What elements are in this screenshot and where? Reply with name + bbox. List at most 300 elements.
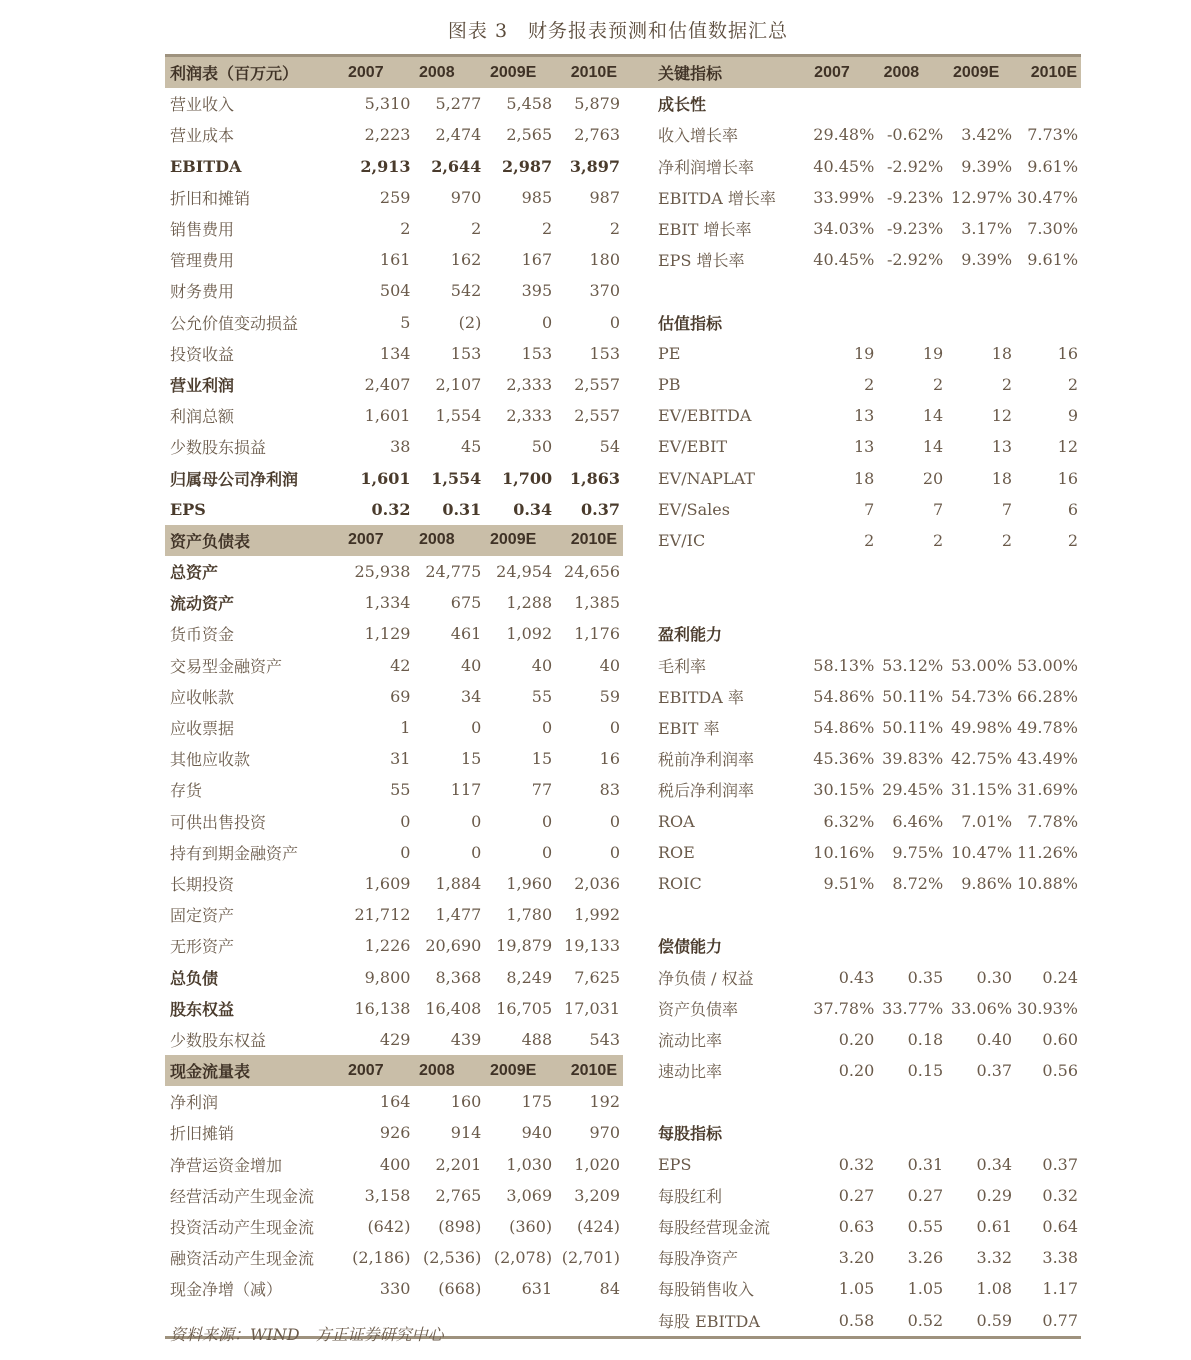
value-cell: 461 (450, 624, 482, 644)
value-cell: 1.17 (1042, 1279, 1079, 1299)
value-cell: 13 (853, 406, 875, 426)
row-label: EV/NAPLAT (658, 468, 755, 488)
table-row (623, 494, 1081, 525)
value-cell: 3.20 (838, 1248, 875, 1268)
table-row (165, 868, 623, 899)
value-cell: 40.45% (813, 250, 875, 270)
value-cell: 0 (471, 842, 482, 862)
column-header: 2007 (348, 63, 384, 81)
value-cell: 21,712 (354, 905, 411, 925)
value-cell: 3,209 (574, 1185, 620, 1205)
value-cell: 3,897 (569, 156, 620, 176)
value-cell: 9.39% (961, 250, 1013, 270)
value-cell: (668) (438, 1279, 482, 1299)
value-cell: 0.32 (371, 499, 411, 519)
row-label: 少数股东损益 (170, 438, 267, 458)
row-label: 速动比率 (658, 1062, 723, 1082)
row-label: EBITDA 增长率 (658, 188, 776, 208)
value-cell: 2 (864, 530, 875, 550)
table-row (165, 743, 623, 774)
value-cell: 2,557 (574, 374, 620, 394)
value-cell: 1,884 (435, 873, 482, 893)
value-cell: 34.03% (813, 219, 875, 239)
table-row (623, 1273, 1081, 1304)
table-row (623, 1055, 1081, 1086)
row-label: 交易型金融资产 (170, 656, 283, 676)
value-cell: 2,201 (435, 1154, 482, 1174)
value-cell: 400 (379, 1154, 411, 1174)
value-cell: 1,609 (364, 873, 411, 893)
table-row (165, 806, 623, 837)
table-row (623, 556, 1081, 587)
value-cell: 9.61% (1027, 250, 1079, 270)
value-cell: 2,107 (435, 374, 482, 394)
table-row (165, 244, 623, 275)
value-cell: 43.49% (1017, 749, 1079, 769)
value-cell: (2,186) (352, 1248, 411, 1268)
value-cell: 914 (450, 1123, 482, 1143)
column-header: 2009E (952, 63, 1000, 81)
value-cell: 3.26 (907, 1248, 944, 1268)
value-cell: 7 (1001, 499, 1013, 519)
row-label: 销售费用 (170, 220, 235, 240)
row-label: 其他应收款 (170, 750, 251, 770)
value-cell: 1,992 (574, 905, 620, 925)
value-cell: 14 (922, 437, 944, 457)
value-cell: 0.59 (976, 1310, 1013, 1330)
row-label: 流动比率 (658, 1030, 723, 1050)
value-cell: 0.58 (838, 1310, 875, 1330)
value-cell: 0.63 (838, 1217, 875, 1237)
table-row (623, 1086, 1081, 1117)
value-cell: 180 (589, 250, 620, 270)
table-row (623, 1024, 1081, 1055)
value-cell: 543 (589, 1029, 620, 1049)
value-cell: 14 (922, 406, 944, 426)
value-cell: 0.20 (838, 1029, 875, 1049)
table-row (165, 1117, 623, 1148)
value-cell: 29.45% (882, 780, 944, 800)
value-cell: 0 (400, 842, 411, 862)
value-cell: 0.61 (976, 1217, 1013, 1237)
value-cell: 0.34 (976, 1154, 1013, 1174)
value-cell: 0.15 (907, 1061, 944, 1081)
value-cell: 0 (609, 312, 620, 332)
value-cell: 40 (531, 655, 553, 675)
value-cell: 1,601 (360, 468, 411, 488)
value-cell: 2 (933, 530, 944, 550)
value-cell: 2,036 (574, 873, 620, 893)
table-row (623, 1305, 1081, 1336)
value-cell: 69 (390, 686, 411, 706)
value-cell: 40.45% (813, 156, 875, 176)
row-label: 折旧和摊销 (170, 188, 251, 208)
row-label: EV/EBIT (658, 437, 728, 457)
row-label: PE (658, 343, 681, 363)
value-cell: 970 (589, 1123, 620, 1143)
value-cell: 9,800 (364, 967, 411, 987)
table-row (623, 618, 1081, 649)
value-cell: 0 (609, 842, 620, 862)
value-cell: 49.78% (1017, 718, 1079, 738)
value-cell: 19 (853, 343, 875, 363)
table-row (623, 182, 1081, 213)
value-cell: 987 (589, 187, 620, 207)
table-row (165, 88, 623, 119)
row-label: 长期投资 (170, 874, 235, 894)
value-cell: 926 (379, 1123, 411, 1143)
row-label: 净利润 (170, 1093, 219, 1113)
value-cell: 16,705 (496, 998, 553, 1018)
value-cell: 54.73% (951, 686, 1013, 706)
value-cell: 55 (531, 686, 553, 706)
row-label: 公允价值变动损益 (170, 313, 299, 333)
value-cell: 31 (390, 749, 411, 769)
table-row (165, 494, 623, 525)
value-cell: (2,536) (423, 1248, 482, 1268)
column-header: 2008 (883, 63, 920, 81)
table-row (623, 307, 1081, 338)
table-row (165, 837, 623, 868)
value-cell: 10.16% (813, 842, 875, 862)
value-cell: -0.62% (886, 125, 944, 145)
column-header: 2009E (490, 1061, 537, 1079)
value-cell: 1,030 (506, 1154, 553, 1174)
row-label: 每股 EBITDA (658, 1311, 760, 1331)
value-cell: 7,625 (574, 967, 620, 987)
row-label: 融资活动产生现金流 (170, 1249, 315, 1269)
value-cell: 2,565 (506, 125, 553, 145)
value-cell: 1,780 (506, 905, 553, 925)
value-cell: 30.47% (1017, 187, 1079, 207)
value-cell: 2 (400, 219, 411, 239)
row-label: 折旧摊销 (170, 1124, 235, 1144)
value-cell: 3.32 (976, 1248, 1013, 1268)
table-row (623, 462, 1081, 493)
value-cell: 1 (400, 718, 411, 738)
value-cell: 29.48% (813, 125, 875, 145)
table-row (623, 743, 1081, 774)
row-label: 税后净利润率 (658, 781, 755, 801)
row-label: 收入增长率 (658, 126, 739, 146)
value-cell: 2,407 (364, 374, 411, 394)
row-label: 利润总额 (170, 407, 235, 427)
table-row (165, 556, 623, 587)
value-cell: 19,879 (496, 936, 553, 956)
column-header: 2010E (1030, 63, 1077, 81)
value-cell: 0.55 (907, 1217, 944, 1237)
value-cell: 30.15% (813, 780, 875, 800)
value-cell: 134 (379, 343, 411, 363)
value-cell: 18 (991, 468, 1013, 488)
value-cell: 0.56 (1042, 1061, 1079, 1081)
value-cell: (2) (458, 312, 482, 332)
value-cell: 33.77% (882, 998, 944, 1018)
value-cell: 6 (1067, 499, 1079, 519)
value-cell: 42.75% (951, 749, 1013, 769)
table-row (623, 525, 1081, 556)
value-cell: 19,133 (564, 936, 620, 956)
row-label: 归属母公司净利润 (170, 469, 299, 489)
column-header: 2010E (570, 531, 617, 549)
value-cell: 2,223 (364, 125, 411, 145)
value-cell: 12.97% (951, 187, 1013, 207)
value-cell: 0.24 (1042, 967, 1079, 987)
row-label: EPS (170, 499, 206, 519)
value-cell: 1,288 (506, 593, 553, 613)
value-cell: 9.61% (1027, 156, 1079, 176)
table-row (165, 650, 623, 681)
value-cell: 940 (521, 1123, 553, 1143)
value-cell: 0.40 (976, 1029, 1013, 1049)
value-cell: 77 (531, 780, 553, 800)
value-cell: 18 (991, 343, 1013, 363)
column-header: 2007 (814, 63, 850, 81)
value-cell: 1,863 (569, 468, 620, 488)
table-row (165, 400, 623, 431)
value-cell: 54.86% (813, 686, 875, 706)
value-cell: 0.37 (976, 1061, 1013, 1081)
table-row (623, 650, 1081, 681)
row-label: 营业成本 (170, 126, 235, 146)
value-cell: 5,879 (574, 94, 620, 114)
table-row (165, 899, 623, 930)
value-cell: 1,334 (364, 593, 411, 613)
source-note: 资料来源：WIND 方正证券研究中心 (170, 1325, 444, 1344)
row-label: 利润表（百万元） (170, 66, 299, 84)
value-cell: 37.78% (813, 998, 875, 1018)
value-cell: 7 (864, 499, 875, 519)
value-cell: 2,557 (574, 406, 620, 426)
value-cell: 1.08 (976, 1279, 1013, 1299)
value-cell: 0.31 (907, 1154, 944, 1174)
value-cell: 0.37 (581, 499, 620, 519)
row-label: 净负债 / 权益 (658, 968, 754, 988)
table-row (623, 369, 1081, 400)
table-row (623, 88, 1081, 119)
table-row (623, 868, 1081, 899)
row-label: 管理费用 (170, 251, 235, 271)
value-cell: 19 (922, 343, 944, 363)
value-cell: (2,701) (561, 1248, 620, 1268)
value-cell: 2,333 (506, 374, 553, 394)
value-cell: 0.77 (1042, 1310, 1079, 1330)
value-cell: 1.05 (838, 1279, 875, 1299)
value-cell: 117 (450, 780, 482, 800)
value-cell: 50.11% (882, 718, 944, 738)
table-row (165, 774, 623, 805)
table-row (165, 213, 623, 244)
value-cell: 2 (1001, 530, 1013, 550)
table-row (623, 1117, 1081, 1148)
value-cell: 0.34 (513, 499, 553, 519)
row-label: 股东权益 (170, 999, 235, 1019)
table-row (165, 1211, 623, 1242)
row-label: 毛利率 (658, 656, 707, 676)
value-cell: 1,477 (435, 905, 482, 925)
table-row (165, 151, 623, 182)
value-cell: 25,938 (354, 562, 411, 582)
value-cell: 13 (991, 437, 1013, 457)
value-cell: 18 (853, 468, 875, 488)
value-cell: 13 (853, 437, 875, 457)
value-cell: 0 (541, 842, 553, 862)
value-cell: 153 (521, 343, 553, 363)
value-cell: 3.42% (961, 125, 1013, 145)
value-cell: 0.27 (907, 1185, 944, 1205)
value-cell: 7.78% (1027, 811, 1079, 831)
value-cell: 164 (379, 1092, 411, 1112)
row-label: ROIC (658, 873, 702, 893)
table-row (165, 369, 623, 400)
value-cell: 0.37 (1042, 1154, 1079, 1174)
row-label: EV/IC (658, 530, 706, 550)
table-row (623, 712, 1081, 743)
value-cell: 162 (450, 250, 482, 270)
table-row (623, 275, 1081, 306)
value-cell: (2,078) (493, 1248, 553, 1268)
value-cell: 53.00% (951, 655, 1013, 675)
value-cell: 54 (599, 437, 620, 457)
table-row (165, 993, 623, 1024)
table-row (165, 431, 623, 462)
value-cell: 33.06% (951, 998, 1013, 1018)
value-cell: 59 (599, 686, 620, 706)
row-label: 固定资产 (170, 906, 235, 926)
table-row (165, 1242, 623, 1273)
value-cell: 7.30% (1027, 219, 1079, 239)
value-cell: 2 (1067, 530, 1079, 550)
value-cell: (642) (367, 1217, 411, 1237)
value-cell: 3,158 (364, 1185, 411, 1205)
value-cell: 5,310 (364, 94, 411, 114)
row-label: 盈利能力 (658, 625, 723, 645)
value-cell: 9.75% (892, 842, 944, 862)
value-cell: 2 (1001, 374, 1013, 394)
value-cell: 0.30 (976, 967, 1013, 987)
table-row (165, 681, 623, 712)
row-label: 流动资产 (170, 594, 235, 614)
row-label: 偿债能力 (658, 937, 723, 957)
row-label: EV/EBITDA (658, 406, 752, 426)
value-cell: 1,554 (431, 468, 482, 488)
row-label: 营业利润 (170, 375, 235, 395)
row-label: EV/Sales (658, 499, 730, 519)
value-cell: 1,092 (506, 624, 553, 644)
table-row (623, 587, 1081, 618)
value-cell: 8,249 (506, 967, 553, 987)
value-cell: 153 (589, 343, 620, 363)
value-cell: 58.13% (813, 655, 875, 675)
table-row (623, 1149, 1081, 1180)
value-cell: 24,954 (496, 562, 553, 582)
value-cell: 1,226 (364, 936, 411, 956)
table-row (165, 307, 623, 338)
value-cell: 40 (599, 655, 620, 675)
value-cell: 542 (450, 281, 482, 301)
row-label: 财务费用 (170, 282, 235, 302)
table-row (623, 338, 1081, 369)
column-header: 2008 (419, 531, 455, 549)
table-row (165, 930, 623, 961)
table-row (165, 712, 623, 743)
value-cell: 16,408 (425, 998, 482, 1018)
value-cell: 1,020 (574, 1154, 620, 1174)
value-cell: 1,385 (574, 593, 620, 613)
row-label: 每股销售收入 (658, 1280, 755, 1300)
row-label: EBIT 增长率 (658, 220, 752, 240)
value-cell: 34 (460, 686, 482, 706)
value-cell: 0.32 (1042, 1185, 1079, 1205)
value-cell: 7.01% (961, 811, 1013, 831)
row-label: EBITDA 率 (658, 687, 744, 707)
column-header: 2007 (348, 531, 384, 549)
table-row (623, 961, 1081, 992)
value-cell: 2,765 (435, 1185, 482, 1205)
value-cell: 15 (531, 749, 553, 769)
row-label: 净营运资金增加 (170, 1155, 283, 1175)
left-statements-column (165, 57, 623, 1336)
value-cell: 0.18 (907, 1029, 944, 1049)
value-cell: 0.43 (838, 967, 875, 987)
row-label: 可供出售投资 (170, 812, 267, 832)
value-cell: 2,913 (360, 156, 411, 176)
value-cell: 15 (460, 749, 482, 769)
value-cell: 83 (599, 780, 620, 800)
value-cell: 50 (531, 437, 553, 457)
value-cell: -9.23% (886, 219, 944, 239)
value-cell: 24,775 (425, 562, 482, 582)
value-cell: 2 (471, 219, 482, 239)
row-label: 关键指标 (658, 66, 723, 84)
value-cell: 0.35 (907, 967, 944, 987)
value-cell: 1,960 (506, 873, 553, 893)
table-row (623, 119, 1081, 150)
table-row (623, 400, 1081, 431)
table-row (165, 618, 623, 649)
table-header-row (165, 525, 623, 556)
column-header: 2009E (490, 531, 537, 549)
value-cell: 0 (541, 811, 553, 831)
value-cell: 0.64 (1042, 1217, 1079, 1237)
row-label: 总资产 (170, 563, 219, 583)
value-cell: 42 (390, 655, 411, 675)
value-cell: 9.39% (961, 156, 1013, 176)
value-cell: 53.00% (1017, 655, 1079, 675)
table-row (165, 1149, 623, 1180)
table-row (165, 462, 623, 493)
value-cell: 9.86% (961, 873, 1013, 893)
value-cell: 970 (450, 187, 482, 207)
value-cell: -2.92% (886, 156, 944, 176)
value-cell: 3.38 (1042, 1248, 1079, 1268)
value-cell: 0 (609, 811, 620, 831)
table-row (623, 993, 1081, 1024)
row-label: 投资收益 (170, 344, 235, 364)
value-cell: 31.15% (951, 780, 1013, 800)
value-cell: 66.28% (1017, 686, 1079, 706)
value-cell: 39.83% (882, 749, 944, 769)
value-cell: 0.32 (838, 1154, 875, 1174)
row-label: 经营活动产生现金流 (170, 1186, 315, 1206)
row-label: 成长性 (658, 95, 707, 115)
value-cell: 259 (379, 187, 411, 207)
value-cell: 7.73% (1027, 125, 1079, 145)
value-cell: 16 (1057, 343, 1079, 363)
value-cell: 2 (864, 374, 875, 394)
value-cell: 2 (609, 219, 620, 239)
value-cell: 2 (933, 374, 944, 394)
